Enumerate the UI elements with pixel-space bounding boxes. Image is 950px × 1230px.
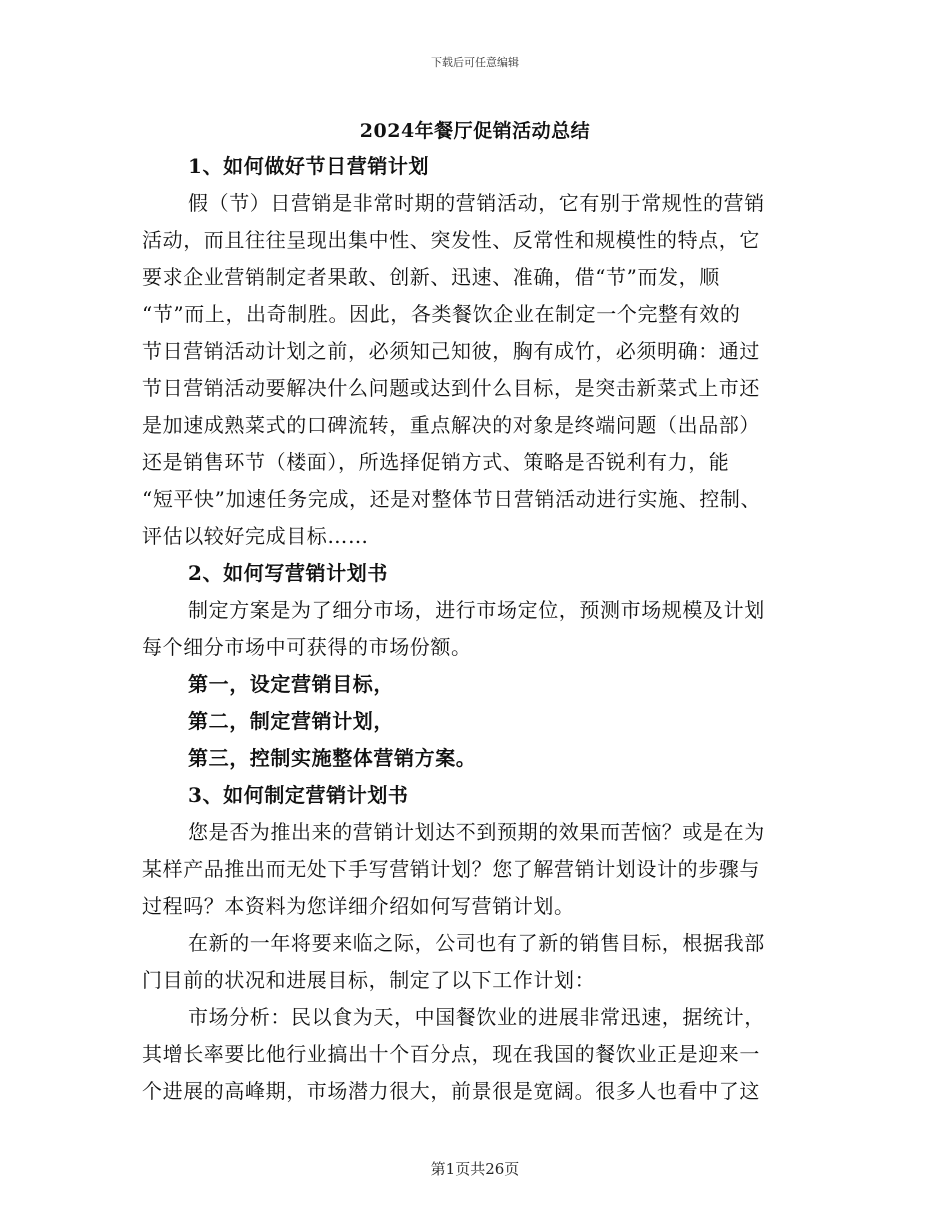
section-heading: 1、如何做好节日营销计划 [188, 154, 430, 178]
paragraph-line: “节”而上，出奇制胜。因此，各类餐饮企业在制定一个完整有效的 [142, 302, 741, 326]
paragraph-line: 过程吗？本资料为您详细介绍如何写营销计划。 [142, 894, 575, 918]
page-footer: 第1页共26页 [430, 1160, 520, 1178]
section-heading: 3、如何制定营销计划书 [188, 783, 409, 807]
document-body [142, 148, 802, 1110]
paragraph-line: 个进展的高峰期，市场潜力很大，前景很是宽阔。很多人也看中了这 [142, 1079, 760, 1103]
paragraph-line: “短平快”加速任务完成，还是对整体节日营销活动进行实施、控制、 [142, 487, 762, 511]
paragraph-line: 市场分析：民以食为天，中国餐饮业的进展非常迅速，据统计， [188, 1005, 765, 1029]
paragraph-line: 您是否为推出来的营销计划达不到预期的效果而苦恼？或是在为 [188, 820, 765, 844]
paragraph-line: 活动，而且往往呈现出集中性、突发性、反常性和规模性的特点，它 [142, 228, 760, 252]
section-heading: 第二，制定营销计划， [188, 709, 394, 733]
paragraph-line: 每个细分市场中可获得的市场份额。 [142, 635, 472, 659]
paragraph-line: 在新的一年将要来临之际，公司也有了新的销售目标，根据我部 [188, 931, 765, 955]
document-title: 2024年餐厅促销活动总结 [359, 120, 591, 142]
section-heading: 第一，设定营销目标， [188, 672, 394, 696]
paragraph-line: 其增长率要比他行业搞出十个百分点，现在我国的餐饮业正是迎来一 [142, 1042, 760, 1066]
section-heading: 2、如何写营销计划书 [188, 561, 388, 585]
paragraph-line: 还是销售环节（楼面），所选择促销方式、策略是否锐利有力，能 [142, 450, 730, 474]
paragraph-line: 评估以较好完成目标…… [142, 524, 369, 548]
paragraph-line: 门目前的状况和进展目标，制定了以下工作计划： [142, 968, 596, 992]
paragraph-line: 要求企业营销制定者果敢、创新、迅速、准确，借“节”而发，顺 [142, 265, 720, 289]
paragraph-line: 节日营销活动要解决什么问题或达到什么目标，是突击新菜式上市还 [142, 376, 760, 400]
paragraph-line: 制定方案是为了细分市场，进行市场定位，预测市场规模及计划 [188, 598, 765, 622]
page-header: 下载后可任意编辑 [431, 56, 519, 69]
section-heading: 第三，控制实施整体营销方案。 [188, 746, 477, 770]
paragraph-line: 假（节）日营销是非常时期的营销活动，它有别于常规性的营销 [188, 191, 765, 215]
paragraph-line: 是加速成熟菜式的口碑流转，重点解决的对象是终端问题（出品部） [142, 413, 760, 437]
paragraph-line: 某样产品推出而无处下手写营销计划？您了解营销计划设计的步骤与 [142, 857, 760, 881]
paragraph-line: 节日营销活动计划之前，必须知己知彼，胸有成竹，必须明确：通过 [142, 339, 760, 363]
